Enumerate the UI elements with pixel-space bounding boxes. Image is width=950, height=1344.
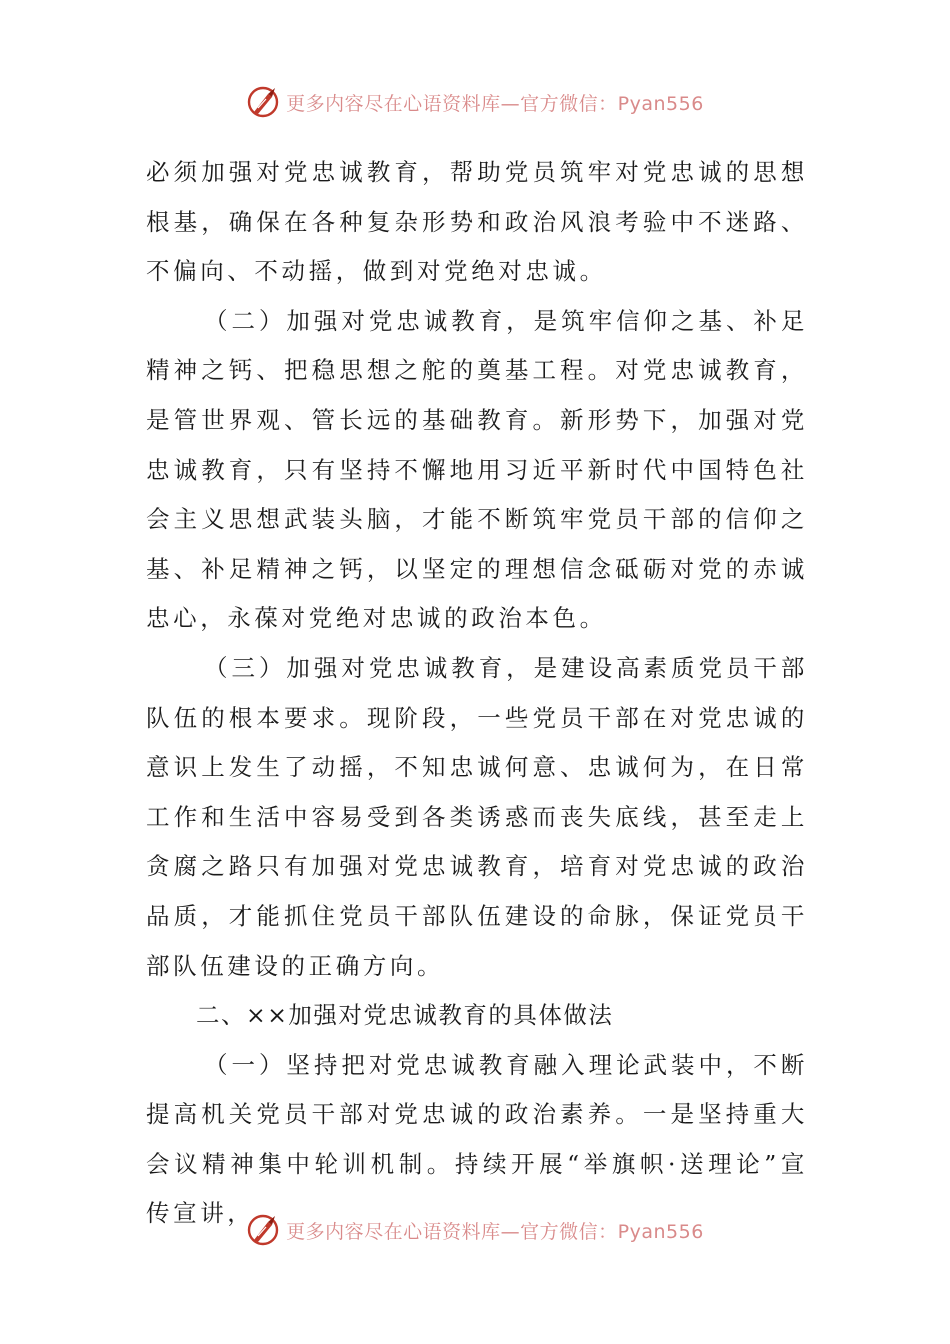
paragraph-section-2: （二）加强对党忠诚教育，是筑牢信仰之基、补足精神之钙、把稳思想之舵的奠基工程。对党忠诚教育，是管世界观、管长远的基础教育。新形势下，加强对党忠诚教育，只有坚持不懈地用习近平新时代中国特色社会主义思想武装头脑，才能不断筑牢党员干部的信仰之基、补足精神之钙，以坚定的理想信念砥砺对党的赤诚忠心，永葆对党绝对忠诚的政治本色。 — [146, 306, 808, 633]
section-heading: 二、××加强对党忠诚教育的具体做法 — [196, 1001, 614, 1030]
paragraph-continuation: 必须加强对党忠诚教育，帮助党员筑牢对党忠诚的思想根基，确保在各种复杂形势和政治风浪考验中不迷路、不偏向、不动摇，做到对党绝对忠诚。 — [146, 158, 808, 286]
document-body — [146, 148, 808, 1239]
paragraph-subsection-1: （一）坚持把对党忠诚教育融入理论武装中，不断提高机关党员干部对党忠诚的政治素养。一是坚持重大会议精神集中轮训机制。持续开展“举旗帜·送理论”宣传宣讲， — [146, 1050, 808, 1228]
header-watermark — [0, 82, 950, 122]
watermark-text: 更多内容尽在心语资料库—官方微信：Pyan556 — [286, 1220, 704, 1243]
paragraph-section-3: （三）加强对党忠诚教育，是建设高素质党员干部队伍的根本要求。现阶段，一些党员干部在对党忠诚的意识上发生了动摇，不知忠诚何意、忠诚何为，在日常工作和生活中容易受到各类诱惑而丧失底线，甚至走上贪腐之路只有加强对党忠诚教育，培育对党忠诚的政治品质，才能抓住党员干部队伍建设的命脉，保证党员干部队伍建设的正确方向。 — [146, 653, 808, 980]
watermark-text: 更多内容尽在心语资料库—官方微信：Pyan556 — [286, 92, 704, 115]
quill-pen-logo-icon — [246, 1213, 280, 1247]
footer-watermark — [0, 1210, 950, 1250]
quill-pen-logo-icon — [246, 85, 280, 119]
